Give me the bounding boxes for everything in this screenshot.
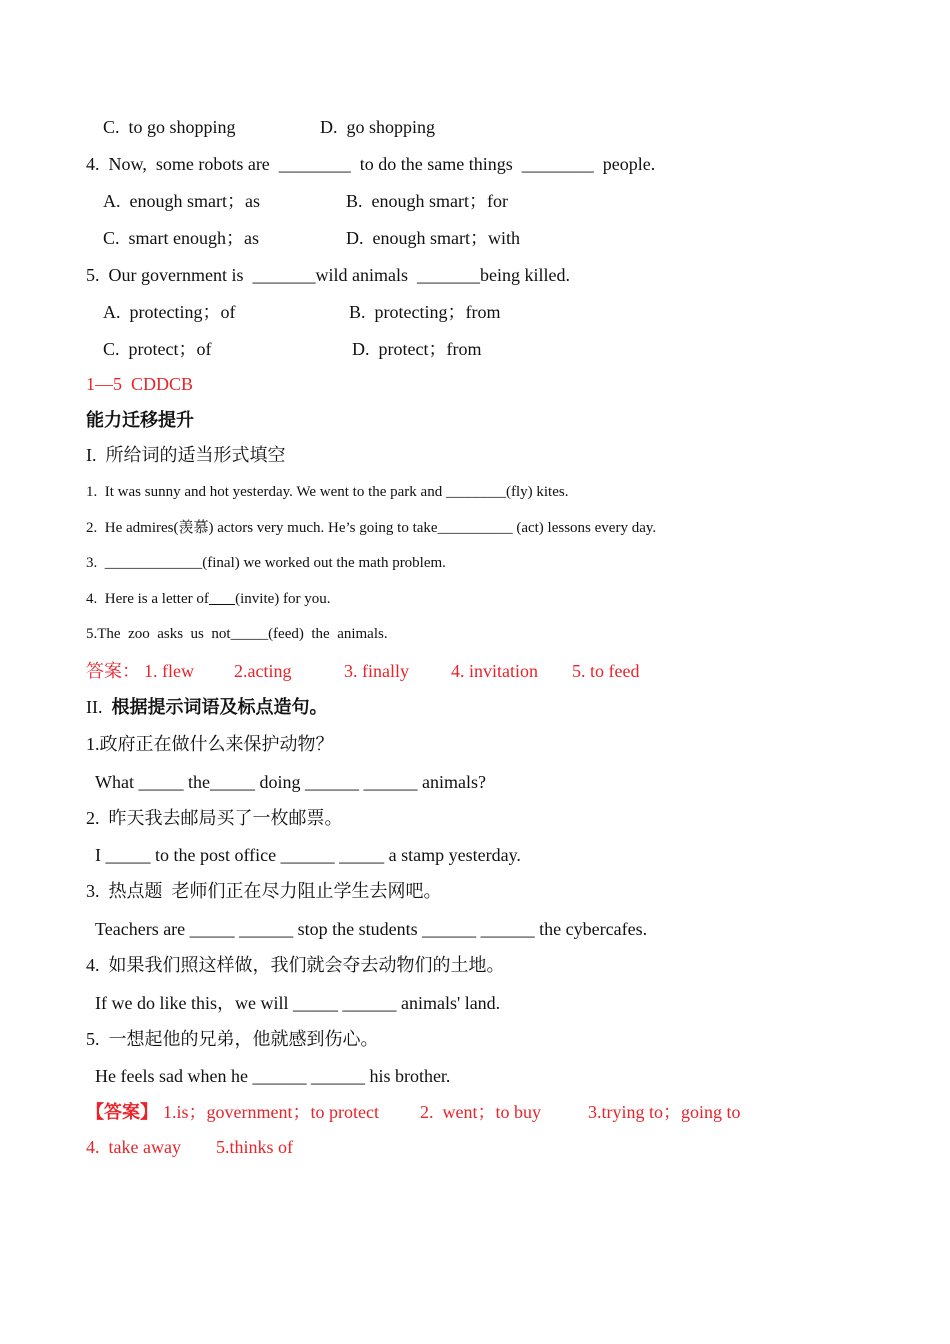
q4-option-a: A. enough smart；as [103,191,260,211]
part1-item-5: 5.The zoo asks us not_____(feed) the animals. [86,626,388,642]
part2-answer-5: 5.thinks of [216,1137,294,1157]
part1-item-4 [86,592,331,607]
part2-answer-1: 1.is；government；to protect [163,1102,379,1122]
part1-answer-1: 1. flew [144,661,194,681]
part1-title: I. 所给词的适当形式填空 [86,445,286,465]
part2-item-3-en: Teachers are _____ ______ stop the students ______ ______ the cybercafes. [95,919,648,939]
part2-answer-2: 2. went；to buy [420,1102,541,1122]
part1-answer-label: 答案： [86,661,140,681]
part2-item-1-en: What _____ the_____ doing ______ ______ animals? [95,772,486,792]
q3-option-d: D. go shopping [320,117,436,137]
part2-item-2-en: I _____ to the post office ______ _____ a stamp yesterday. [95,845,521,865]
part1-item-4-blank [209,591,235,607]
part1-item-2: 2. He admires(羡慕) actors very much. He’s going to take__________ (act) lessons every day. [86,520,657,536]
part1-answer-2: 2.acting [234,661,292,681]
part2-title-text: 根据提示词语及标点造句。 [111,697,328,717]
q3-option-c: C. to go shopping [103,117,236,137]
part2-title [86,698,328,716]
part2-item-4-en: If we do like this，we will _____ ______ animals' land. [95,993,501,1013]
part1-answer-4: 4. invitation [451,661,538,681]
q5-option-c: C. protect；of [103,339,212,359]
part2-answer-label: 【答案】 [86,1102,158,1122]
part2-answer-3: 3.trying to；going to [588,1102,741,1122]
q5-stem: 5. Our government is _______wild animals _______being killed. [86,265,570,285]
mc-answer-key: 1—5 CDDCB [86,374,194,394]
part1-item-3: 3. _____________(final) we worked out the math problem. [86,555,446,571]
part1-answer-5: 5. to feed [572,661,640,681]
q5-option-d: D. protect；from [352,339,482,359]
part2-item-1-cn: 1.政府正在做什么来保护动物？ [86,734,334,754]
part2-item-2-cn: 2. 昨天我去邮局买了一枚邮票。 [86,808,343,828]
q4-option-d: D. enough smart；with [346,228,520,248]
q4-option-b: B. enough smart；for [346,191,508,211]
part2-answer-4: 4. take away [86,1137,181,1157]
q5-option-a: A. protecting；of [103,302,236,322]
part2-item-4-cn: 4. 如果我们照这样做，我们就会夺去动物们的土地。 [86,955,505,975]
q4-option-c: C. smart enough；as [103,228,259,248]
part2-item-5-en: He feels sad when he ______ ______ his brother. [95,1066,451,1086]
q4-stem: 4. Now, some robots are ________ to do the same things ________ people. [86,154,656,174]
part1-answer-3: 3. finally [344,661,409,681]
part2-item-3-cn: 3. 热点题 老师们正在尽力阻止学生去网吧。 [86,881,442,901]
part1-item-1: 1. It was sunny and hot yesterday. We went to the park and ________(fly) kites. [86,484,569,500]
q5-option-b: B. protecting；from [349,302,501,322]
section-title: 能力迁移提升 [86,410,194,430]
part1-item-4-prefix: 4. Here is a letter of [86,591,209,607]
part2-item-5-cn: 5. 一想起他的兄弟，他就感到伤心。 [86,1029,379,1049]
part2-title-prefix: II. [86,697,103,717]
part1-item-4-suffix: (invite) for you. [235,591,331,607]
